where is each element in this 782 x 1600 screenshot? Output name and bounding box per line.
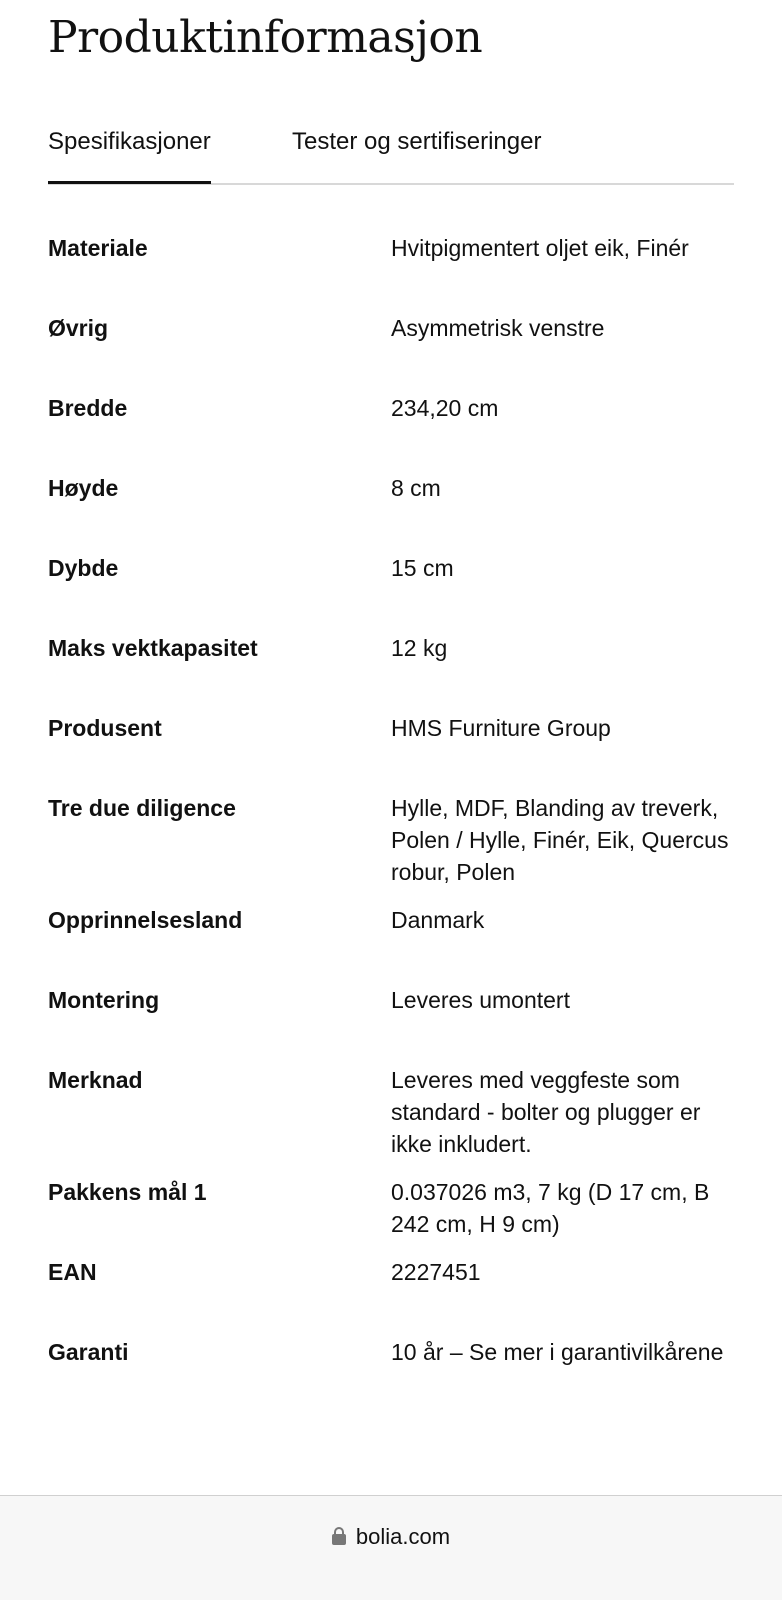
spec-row-opprinnelsesland	[48, 904, 738, 968]
spec-label: Høyde	[48, 475, 119, 501]
page-title: Produktinformasjon	[48, 12, 483, 63]
spec-row-bredde	[48, 392, 738, 456]
spec-row-pakkens-mal-1	[48, 1176, 738, 1240]
spec-label: Produsent	[48, 715, 162, 741]
spec-value: 2227451	[391, 1259, 481, 1285]
spec-value: Danmark	[391, 907, 485, 933]
spec-value: 8 cm	[391, 475, 441, 501]
spec-label: Dybde	[48, 555, 119, 581]
spec-value: HMS Furniture Group	[391, 715, 611, 741]
spec-value: Asymmetrisk venstre	[391, 315, 605, 341]
spec-row-ean	[48, 1256, 738, 1320]
spec-label: Maks vektkapasitet	[48, 635, 258, 661]
spec-list	[48, 232, 738, 1416]
spec-label: Merknad	[48, 1067, 143, 1093]
spec-row-dybde	[48, 552, 738, 616]
lock-icon	[332, 1527, 346, 1545]
spec-row-montering	[48, 984, 738, 1048]
spec-label: Montering	[48, 987, 160, 1013]
spec-label: Bredde	[48, 395, 128, 421]
browser-address-bar[interactable]	[0, 1495, 782, 1600]
spec-value: Leveres med veggfeste som standard - bolter og plugger er ikke inkludert.	[391, 1067, 701, 1157]
spec-value: Hvitpigmentert oljet eik, Finér	[391, 235, 689, 261]
spec-label: Opprinnelsesland	[48, 907, 243, 933]
spec-value: 15 cm	[391, 555, 454, 581]
spec-row-garanti	[48, 1336, 738, 1400]
spec-value: 12 kg	[391, 635, 448, 661]
spec-label: Øvrig	[48, 315, 109, 341]
spec-value: 234,20 cm	[391, 395, 499, 421]
tab-tester-og-sertifiseringer[interactable]: Tester og sertifiseringer	[292, 128, 542, 155]
spec-label: Garanti	[48, 1339, 129, 1365]
spec-row-merknad	[48, 1064, 738, 1160]
spec-row-produsent	[48, 712, 738, 776]
spec-label: EAN	[48, 1259, 97, 1285]
spec-label: Pakkens mål 1	[48, 1179, 207, 1205]
spec-value[interactable]: 10 år – Se mer i garantivilkårene	[391, 1339, 724, 1365]
spec-row-tre-due-diligence	[48, 792, 738, 888]
url-display[interactable]	[0, 1524, 782, 1550]
spec-value: 0.037026 m3, 7 kg (D 17 cm, B 242 cm, H 9 cm)	[391, 1179, 710, 1237]
spec-value: Hylle, MDF, Blanding av treverk, Polen / Hylle, Finér, Eik, Quercus robur, Polen	[391, 795, 729, 885]
spec-row-maks-vektkapasitet	[48, 632, 738, 696]
tab-spesifikasjoner[interactable]: Spesifikasjoner	[48, 128, 211, 155]
spec-row-materiale	[48, 232, 738, 296]
spec-label: Tre due diligence	[48, 795, 236, 821]
spec-value: Leveres umontert	[391, 987, 570, 1013]
url-text: bolia.com	[355, 1524, 451, 1549]
spec-row-hoyde	[48, 472, 738, 536]
spec-row-ovrig	[48, 312, 738, 376]
spec-label: Materiale	[48, 235, 148, 261]
tab-bar	[48, 122, 734, 185]
